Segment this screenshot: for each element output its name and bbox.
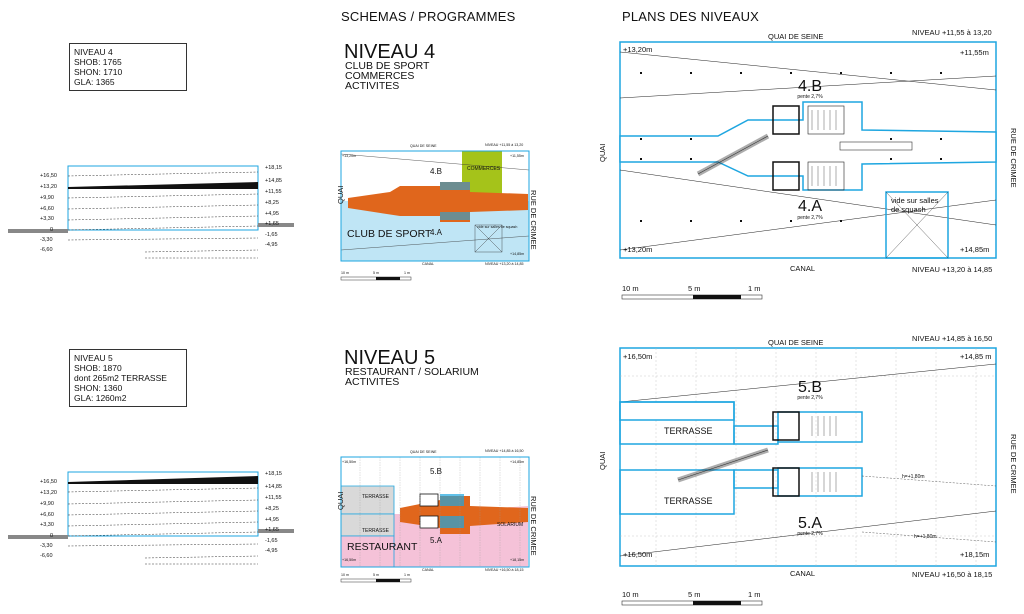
- schemas-header: SCHEMAS / PROGRAMMES: [341, 9, 516, 24]
- l4-left-tick-0: +16,50: [40, 173, 57, 179]
- l5p-terrasse-bottom: TERRASSE: [664, 496, 713, 506]
- l4s-zone-b: 4.B: [430, 167, 443, 176]
- l5s-niveau-bottom: NIVEAU +16,50 à 18,15: [485, 568, 524, 572]
- l5p-terrasse-top: TERRASSE: [664, 426, 713, 436]
- l4-left-tick-4: +3,30: [40, 216, 54, 222]
- l4s-scale-10: 10 m: [341, 271, 349, 275]
- l5p-scale-10: 10 m: [622, 590, 639, 599]
- l5-right-tick-3: +8,25: [265, 506, 279, 512]
- l5-left-tick-0: +16,50: [40, 479, 57, 485]
- l5-left-tick-4: +3,30: [40, 522, 54, 528]
- l5p-elev-tr: +14,85 m: [960, 352, 992, 361]
- l4p-zone-a: 4.A: [797, 198, 822, 215]
- l5-right-tick-5: +1,65: [265, 527, 279, 533]
- l4p-elev-tr: +11,55m: [960, 48, 989, 57]
- l4s-elev-tl: +13,20m: [342, 154, 357, 158]
- l4-left-tick-2: +9,90: [40, 195, 54, 201]
- level4-plan: [618, 40, 998, 260]
- l4-right-tick-3: +8,25: [265, 200, 279, 206]
- l4s-rue: RUE DE CRIMEE: [529, 190, 538, 250]
- plans-header: PLANS DES NIVEAUX: [622, 9, 760, 24]
- l4p-niveau-bottom: NIVEAU +13,20 à 14,85: [912, 265, 993, 274]
- l4p-quai: QUAI: [598, 143, 607, 162]
- l5-left-tick-7: -6,60: [40, 553, 53, 559]
- l5s-quai: QUAI: [336, 491, 345, 510]
- l5s-elev-br: +18,15m: [510, 558, 525, 562]
- l4-right-tick-7: -4,95: [265, 242, 278, 248]
- l5p-quai-seine: QUAI DE SEINE: [768, 338, 824, 347]
- l5s-rue: RUE DE CRIMEE: [529, 496, 538, 556]
- l5s-canal: CANAL: [422, 568, 434, 572]
- l5p-zone-a: 5.A: [797, 515, 822, 532]
- l5-right-tick-1: +14,85: [265, 484, 282, 490]
- l4p-pente-b: pente 2,7%: [797, 94, 823, 100]
- l4s-elev-br: +14,85m: [510, 252, 525, 256]
- l4p-elev-br: +14,85m: [960, 245, 990, 254]
- l4s-quai: QUAI: [336, 185, 345, 204]
- level5-info-box: NIVEAU 5 SHOB: 1870 dont 265m2 TERRASSE SHON: 1360 GLA: 1260m2: [69, 349, 187, 407]
- l5-right-tick-2: +11,55: [265, 495, 282, 501]
- l4s-scale-5: 5 m: [373, 271, 379, 275]
- l4-right-tick-1: +14,85: [265, 178, 282, 184]
- l5s-quai-seine: QUAI DE SEINE: [410, 450, 437, 454]
- l4s-zone-a: 4.A: [430, 228, 443, 237]
- l4s-scale-1: 1 m: [404, 271, 410, 275]
- l5s-scale-10: 10 m: [341, 573, 349, 577]
- l4-left-tick-6: -3,30: [40, 237, 53, 243]
- l5p-niveau-bottom: NIVEAU +16,50 à 18,15: [912, 570, 993, 579]
- l5p-h1: h=+1,80m: [902, 474, 925, 480]
- l5-right-tick-0: +18,15: [265, 471, 282, 477]
- l5-right-tick-4: +4,95: [265, 517, 279, 523]
- l4p-vide: vide sur salles de squash: [891, 196, 939, 214]
- l4-right-tick-2: +11,55: [265, 189, 282, 195]
- l4-left-tick-3: +6,60: [40, 206, 54, 212]
- l5-left-tick-3: +6,60: [40, 512, 54, 518]
- level4-programme-1: CLUB DE SPORT: [345, 60, 430, 72]
- l5s-zone-b: 5.B: [430, 467, 443, 476]
- l4-left-tick-5: 0: [50, 227, 54, 233]
- l4p-scale-1: 1 m: [748, 284, 761, 293]
- l5p-pente-b: pente 2,7%: [797, 395, 823, 401]
- l5-right-tick-7: -4,95: [265, 548, 278, 554]
- level4-title: NIVEAU 4: [344, 41, 436, 63]
- level4-programme-2: COMMERCES: [345, 70, 415, 82]
- l4s-club: CLUB DE SPORT: [347, 228, 432, 240]
- l5p-elev-tl: +16,50m: [623, 352, 653, 361]
- l5p-elev-bl: +16,50m: [623, 550, 653, 559]
- l4p-rue: RUE DE CRIMEE: [1009, 128, 1018, 188]
- l4p-scale-5: 5 m: [688, 284, 701, 293]
- l4p-quai-seine: QUAI DE SEINE: [768, 32, 824, 41]
- l4p-canal: CANAL: [790, 264, 816, 273]
- l4s-commerces: COMMERCES: [467, 166, 501, 172]
- l5p-pente-a: pente 2,7%: [797, 531, 823, 537]
- l4s-canal: CANAL: [422, 262, 434, 266]
- l4-left-tick-7: -6,60: [40, 247, 53, 253]
- l5-left-tick-6: -3,30: [40, 543, 53, 549]
- l5s-elev-tr: +14,85m: [510, 460, 525, 464]
- l5-left-tick-5: 0: [50, 533, 54, 539]
- level4-info-box: NIVEAU 4 SHOB: 1765 SHON: 1710 GLA: 1365: [69, 43, 187, 91]
- l4s-niveau-top: NIVEAU +11,55 à 13,20: [485, 143, 524, 147]
- l5s-solarium: SOLARIUM: [497, 522, 524, 528]
- l5s-restaurant: RESTAURANT: [347, 541, 418, 553]
- l5-left-tick-1: +13,20: [40, 490, 57, 496]
- l5p-scale-1: 1 m: [748, 590, 761, 599]
- level4-programme-3: ACTIVITES: [345, 80, 400, 92]
- l5s-elev-tl: +16,50m: [342, 460, 357, 464]
- l5p-scale-5: 5 m: [688, 590, 701, 599]
- l4-right-tick-0: +18,15: [265, 165, 282, 171]
- level5-title: NIVEAU 5: [344, 347, 436, 369]
- l4-right-tick-5: +1,65: [265, 221, 279, 227]
- l4p-elev-bl: +13,20m: [623, 245, 653, 254]
- l5p-h2: h=+1,80m: [914, 534, 937, 540]
- l4p-elev-tl: +13,20m: [623, 45, 653, 54]
- l5s-zone-a: 5.A: [430, 536, 443, 545]
- l4s-elev-tr: +11,55m: [510, 154, 524, 158]
- l4s-quai-seine: QUAI DE SEINE: [410, 144, 437, 148]
- l5s-terrasse: TERRASSE: [362, 494, 389, 500]
- level5-programme-1: RESTAURANT / SOLARIUM: [345, 366, 479, 378]
- l5-right-tick-6: -1,65: [265, 538, 278, 544]
- l5p-elev-br: +18,15m: [960, 550, 990, 559]
- l5s-niveau-top: NIVEAU +14,85 à 16,50: [485, 449, 524, 453]
- l5-left-tick-2: +9,90: [40, 501, 54, 507]
- l4p-scale-10: 10 m: [622, 284, 639, 293]
- l4p-zone-b: 4.B: [797, 78, 822, 95]
- l5s-terrasse-2: TERRASSE: [362, 528, 389, 534]
- l5p-zone-b: 5.B: [797, 379, 822, 396]
- l5p-rue: RUE DE CRIMEE: [1009, 434, 1018, 494]
- l4s-niveau-bottom: NIVEAU +13,20 à 14,85: [485, 262, 524, 266]
- l4p-pente-a: pente 2,7%: [797, 215, 823, 221]
- l4-left-tick-1: +13,20: [40, 184, 57, 190]
- l5p-quai: QUAI: [598, 451, 607, 470]
- l4-right-tick-6: -1,65: [265, 232, 278, 238]
- l5p-niveau-top: NIVEAU +14,85 à 16,50: [912, 334, 993, 343]
- level5-programme-2: ACTIVITES: [345, 376, 400, 388]
- l5s-scale-1: 1 m: [404, 573, 410, 577]
- l4p-niveau-top: NIVEAU +11,55 à 13,20: [912, 28, 992, 37]
- l4-right-tick-4: +4,95: [265, 211, 279, 217]
- l5s-elev-bl: +16,50m: [342, 558, 357, 562]
- l5p-canal: CANAL: [790, 569, 816, 578]
- l5s-scale-5: 5 m: [373, 573, 379, 577]
- l4s-vide: vide sur salles de squash: [477, 225, 518, 229]
